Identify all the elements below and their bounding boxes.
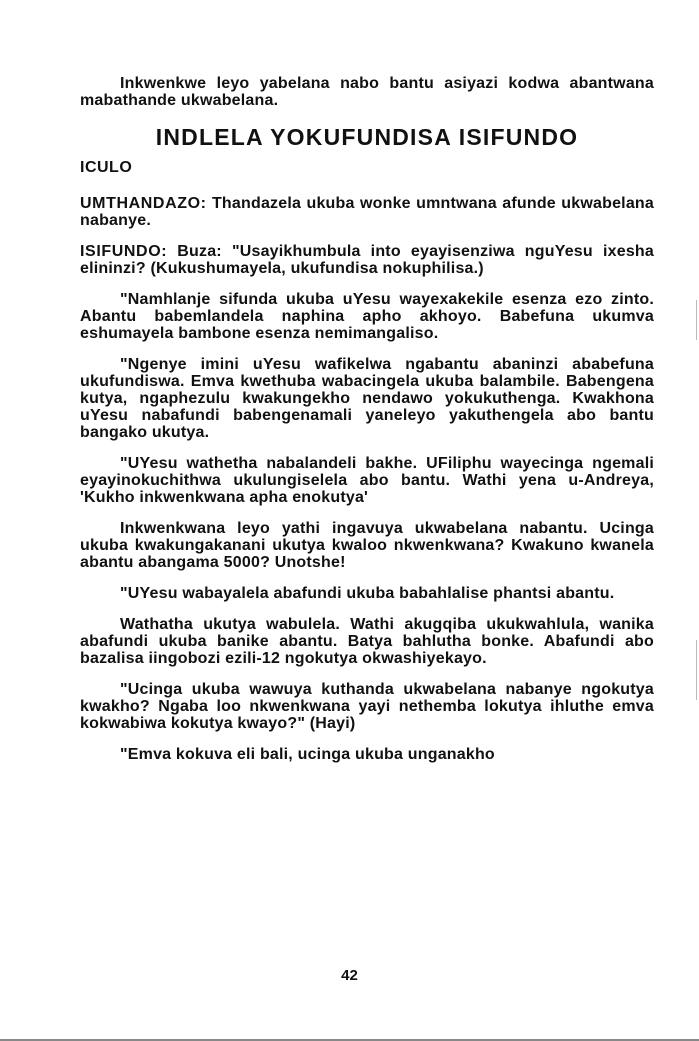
- intro-paragraph: Inkwenkwe leyo yabelana nabo bantu asiyazi kodwa abantwana mabathande ukwabelana.: [80, 75, 654, 109]
- story-paragraph: Wathatha ukutya wabulela. Wathi akugqiba ukukwahlula, wanika abafundi ukuba banike abantu. Batya bahlutha bonke. Abafundi abo bazalisa iingobozi ezili-12 ngokutya okwashiyekayo.: [80, 616, 654, 667]
- lesson-paragraph: [80, 243, 654, 277]
- scan-edge-mark: [696, 300, 697, 340]
- lesson-label: ISIFUNDO:: [80, 243, 168, 260]
- story-paragraph: "Emva kokuva eli bali, ucinga ukuba unganakho: [120, 746, 495, 763]
- story-paragraph: "Ucinga ukuba wawuya kuthanda ukwabelana nabanye ngokutya kwakho? Ngaba loo nkwenkwana yayi nethemba lokutya ihluthe emva kokwabiwa kokutya kwayo?" (Hayi): [80, 681, 654, 732]
- story-paragraph: "UYesu wabayalela abafundi ukuba babahlalise phantsi abantu.: [120, 585, 615, 602]
- story-paragraph: "UYesu wathetha nabalandeli bakhe. UFiliphu wayecinga ngemali eyayinokuchithwa ukulungiselela abo bantu. Wathi yena u-Andreya, 'Kukho inkwenkwana apha enokutya': [80, 455, 654, 506]
- story-paragraph: Inkwenkwana leyo yathi ingavuya ukwabelana nabantu. Ucinga ukuba kwakungakanani ukutya kwaloo nkwenkwana? Kwakuno kwanela abantu abangama 5000? Unotshe!: [80, 520, 654, 571]
- story-paragraph: "Ngenye imini uYesu wafikelwa ngabantu abaninzi ababefuna ukufundiswa. Emva kwethuba wabacingela ukuba balambile. Babengena kutya, ngaphezulu kwakungekho nendawo yokukuthenga. Kwakhona uYesu nabafundi babengenamali yaneleyo yakuthengela abo bantu bangako ukutya.: [80, 356, 654, 441]
- prayer-paragraph: [80, 195, 654, 229]
- prayer-label: UMTHANDAZO:: [80, 195, 207, 212]
- prayer-text: Thandazela ukuba wonke umntwana afunde ukwabelana nabanye.: [80, 195, 654, 229]
- story-paragraph: "Namhlanje sifunda ukuba uYesu wayexakekile esenza ezo zinto. Abantu babemlandela naphina apho akhoyo. Babefuna ukumva eshumayela bambone esenza nemimangaliso.: [80, 291, 654, 342]
- scan-edge-mark: [696, 640, 697, 700]
- lesson-text: Buza: "Usayikhumbula into eyayisenziwa nguYesu ixesha elininzi? (Kukushumayela, ukufundisa nokuphilisa.): [80, 243, 654, 277]
- song-subheading: ICULO: [80, 159, 133, 176]
- section-heading: INDLELA YOKUFUNDISA ISIFUNDO: [155, 124, 579, 150]
- page-content: [80, 75, 654, 777]
- page-number: 42: [341, 967, 358, 984]
